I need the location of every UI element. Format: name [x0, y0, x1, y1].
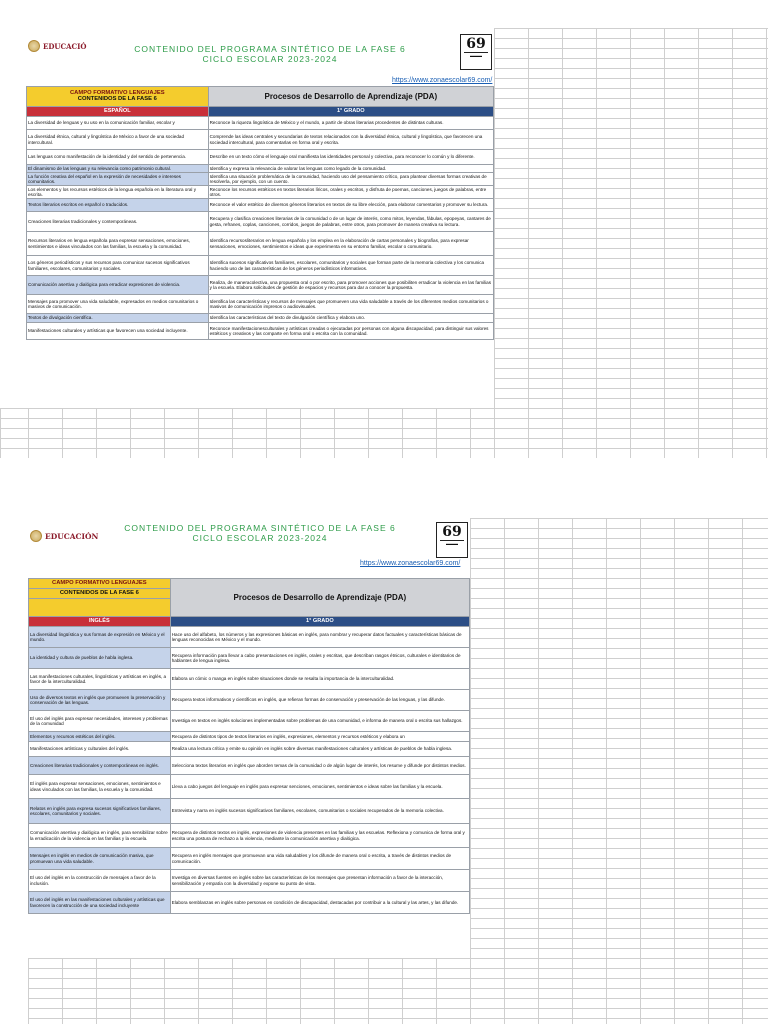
pda-cell[interactable]: Recupera y clasifica creaciones literarias de la comunidad o de un lugar de interés, como mitos, leyendas, fábulas, epopeyas, cantares de gesta, refranes, coplas, canciones, corridos, juegos de palabras, entre otros, para promover de manera creativa su lectura. — [208, 212, 493, 232]
contenido-cell[interactable]: El uso del inglés en las manifestaciones culturales y artísticas que favorecen la construcción de una sociedad incluyente — [29, 892, 171, 914]
contenido-cell[interactable]: Las manifestaciones culturales, lingüísticas y artísticas en inglés, a favor de la interculturalidad. — [29, 669, 171, 690]
pda-cell[interactable]: Identifica sucesos significativos familiares, escolares, comunitarios y sociales que forman parte de la memoria colectiva y los comunica haciendo uso de las características de los géneros periodísticos informativos. — [208, 256, 493, 276]
contenido-cell[interactable]: Textos de divulgación científica. — [27, 314, 209, 323]
website-link[interactable]: https://www.zonaescolar69.com/ — [360, 560, 461, 567]
table-row — [27, 276, 494, 295]
campo-header: CAMPO FORMATIVO LENGUAJES CONTENIDOS DE LA FASE 6 — [27, 87, 209, 107]
contenidos-table — [28, 578, 470, 914]
contenido-cell[interactable]: Comunicación asertiva y dialógica en inglés, para sensibilizar sobre la erradicación de la violencia en las familias y la escuela. — [29, 824, 171, 848]
pda-cell[interactable]: Identifica recursosliterarios en lengua española y los emplea en la elaboración de cartas personales y biografías, para expresar sensaciones, emociones, sentimientos e ideas que experimenta en su entorno familiar, escolar o comunitario. — [208, 232, 493, 256]
table-row — [29, 690, 470, 711]
table-row — [27, 130, 494, 150]
pda-cell[interactable]: Recupera en inglés mensajes que promuevan una vida saludables y los difunde de manera oral o escrita, a través de distintos medios de comunicación. — [170, 848, 469, 870]
seal-icon — [30, 530, 42, 542]
contenidos-table — [26, 86, 494, 340]
educacion-logo: EDUCACIÓ — [28, 40, 86, 52]
page-title — [130, 44, 410, 64]
pda-cell[interactable]: Identifica una situación problemática de la comunidad, haciendo uso del pensamiento crítico, para plantear diversas formas creativas de resolverla, por ejemplo, con un cuento. — [208, 173, 493, 186]
contenido-cell[interactable]: El uso del inglés para expresar necesidades, intereses y problemas de la comunidad — [29, 711, 171, 732]
contenido-cell[interactable]: La diversidad de lenguas y su uso en la comunicación familiar, escolar y — [27, 117, 209, 130]
contenido-cell[interactable]: Creaciones literarias tradicionales y contemporáneas. — [27, 212, 209, 232]
spreadsheet-grid — [28, 408, 494, 458]
educacion-logo: EDUCACIÓN — [30, 530, 98, 542]
table-row — [29, 627, 470, 648]
pda-cell[interactable]: Identifica las características y recursos de mensajes que promueven una vida saludable a través de los diferentes medios comunitarios o masivos de comunicación impresos o audiovisuales. — [208, 295, 493, 314]
table-row — [29, 669, 470, 690]
contenido-cell[interactable]: La identidad y cultura de pueblos de habla inglesa. — [29, 648, 171, 669]
contenido-cell[interactable]: Manifestaciones artísticas y culturales del inglés. — [29, 742, 171, 757]
contenido-cell[interactable]: Uso de diversos textos en inglés que promueven la preservación y conservación de las lenguas. — [29, 690, 171, 711]
contenido-cell[interactable]: El inglés para expresar sensaciones, emociones, sentimientos e ideas vinculados con las familias, la escuela y la comunidad. — [29, 775, 171, 799]
table-row — [27, 212, 494, 232]
table-row — [27, 173, 494, 186]
table-row — [27, 314, 494, 323]
spreadsheet-grid — [28, 958, 470, 1024]
badge-icon: ▬▬▬ — [446, 541, 458, 546]
pda-cell[interactable]: Selecciona textos literarios en inglés que aborden temas de la comunidad o de algún lugar de interés, los resume y difunde por distintos medios. — [170, 757, 469, 775]
pda-cell[interactable]: Elabora semblanzas en inglés sobre personas en condición de discapacidad, destacadas por contribuir a la cultural y las artes, y las difunde. — [170, 892, 469, 914]
page-title — [120, 523, 400, 543]
zona-69-badge: 69 ▬▬▬ — [460, 34, 492, 70]
table-row — [29, 775, 470, 799]
contenido-cell[interactable]: Creaciones literarias tradicionales y contemporáneas en inglés. — [29, 757, 171, 775]
title-line-2: CICLO ESCOLAR 2023-2024 — [192, 533, 328, 543]
contenido-cell[interactable]: La diversidad étnica, cultural y lingüística de México a favor de una sociedad intercultural. — [27, 130, 209, 150]
pda-cell[interactable]: Comprende las ideas centrales y secundarias de textos relacionados con la diversidad étnica, cultural y lingüística, que favorecen una sociedad intercultural, para comentarlas en forma oral y escrita. — [208, 130, 493, 150]
badge-icon: ▬▬▬ — [470, 53, 482, 58]
table-row — [29, 824, 470, 848]
seal-icon — [28, 40, 40, 52]
pda-cell[interactable]: Reconoce la riqueza lingüística de México y el mundo, a partir de obras literarias procedentes de distintas culturas. — [208, 117, 493, 130]
table-row — [29, 848, 470, 870]
sheet-espanol — [0, 28, 768, 458]
pda-cell[interactable]: Reconoce el valor estético de diversos géneros literarios en textos de su libre elección, para elaborar comentarios y promover su lectura. — [208, 199, 493, 212]
table-row — [29, 757, 470, 775]
spreadsheet-grid — [470, 518, 768, 1024]
table-row — [27, 323, 494, 340]
pda-cell[interactable]: Entrevista y narra en inglés sucesos significativos familiares, escolares, comunitarios o sociales recuperados de la memoria colectiva. — [170, 799, 469, 824]
table-row — [29, 711, 470, 732]
contenido-cell[interactable]: Mensajes en inglés en medios de comunicación masiva, que promuevan una vida saludable. — [29, 848, 171, 870]
pda-cell[interactable]: Elabora un cómic o manga en inglés sobre situaciones donde se resalta la importancia de la interculturalidad. — [170, 669, 469, 690]
pda-cell[interactable]: Investiga en textos en inglés soluciones implementadas sobre problemas de una comunidad, e informa de manera oral o escrita sus hallazgos. — [170, 711, 469, 732]
contenido-cell[interactable]: Textos literarios escritos en español o traducidos. — [27, 199, 209, 212]
contenido-cell[interactable]: El dinamismo de las lenguas y su relevancia como patrimonio cultural. — [27, 165, 209, 173]
pda-cell[interactable]: Lleva a cabo juegos del lenguaje en inglés para expresar senciones, emociones, sentimientos e ideas sobre las familias y la escuela. — [170, 775, 469, 799]
sheet-ingles — [0, 518, 768, 1024]
pda-cell[interactable]: Describe en un texto cómo el lenguaje oral manifiesta las identidades personal y colectiva, para reconocer lo común y lo diferente. — [208, 150, 493, 165]
table-row — [27, 232, 494, 256]
grado-header: 1° GRADO — [170, 617, 469, 627]
pda-cell[interactable]: Hace uso del alfabeto, los números y las expresiones básicas en inglés, para nombrar y recuperar datos factuales y características básicas de lenguas reconocidas en México y el mundo. — [170, 627, 469, 648]
pda-cell[interactable]: Realiza una lectura crítica y emite su opinión en inglés sobre diversas manifestaciones culturales y artísticas de pueblos de habla inglesa. — [170, 742, 469, 757]
website-link[interactable]: https://www.zonaescolar69.com/ — [392, 77, 493, 84]
table-row — [27, 150, 494, 165]
zona-69-badge: 69 ▬▬▬ — [436, 522, 468, 558]
table-row — [27, 165, 494, 173]
pda-cell[interactable]: Identifica y expresa la relevancia de valorar las lenguas como legado de la comunidad. — [208, 165, 493, 173]
grado-header: 1° GRADO — [208, 107, 493, 117]
area-header: ESPAÑOL — [27, 107, 209, 117]
table-row — [27, 256, 494, 276]
pda-cell[interactable]: Recupera información para llevar a cabo presentaciones en inglés, orales y escritas, que describan rasgos étnicos, culturales e identitarios de hablantes de lengua inglesa. — [170, 648, 469, 669]
table-row — [27, 199, 494, 212]
pda-cell[interactable]: Identifica las características del texto de divulgación científica y elabora uno. — [208, 314, 493, 323]
contenido-cell[interactable]: Elementos y recursos estéticos del inglés. — [29, 732, 171, 742]
contenido-cell[interactable]: La diversidad lingüística y sus formas de expresión en México y el mundo. — [29, 627, 171, 648]
contenido-cell[interactable]: Mensajes para promover una vida saludable, expresados en medios comunitarios o masivos de comunicación. — [27, 295, 209, 314]
title-line-1: CONTENIDO DEL PROGRAMA SINTÉTICO DE LA FASE 6 — [124, 523, 396, 533]
table-row — [29, 742, 470, 757]
contenido-cell[interactable]: La función creativa del español en la expresión de necesidades e intereses comunitarios. — [27, 173, 209, 186]
spreadsheet-grid — [0, 408, 28, 458]
pda-cell[interactable]: Recupera textos informativos y científicos en inglés, que refieran formas de conservación y preservación de las lenguas, y las difunde. — [170, 690, 469, 711]
contenido-cell[interactable]: Comunicación asertiva y dialógica para erradicar expresiones de violencia. — [27, 276, 209, 295]
table-row — [29, 648, 470, 669]
table-row — [27, 186, 494, 199]
campo-header: CAMPO FORMATIVO LENGUAJES — [29, 579, 171, 589]
contenido-cell[interactable]: Los géneros periodísticos y sus recursos para comunicar sucesos significativos familiares, escolares, comunitarios y sociales. — [27, 256, 209, 276]
table-row — [29, 799, 470, 824]
table-row — [27, 295, 494, 314]
pda-cell[interactable]: Recupera de distintos tipos de textos literarios en inglés, expresiones, elementos y recursos estéticos y elabora un — [170, 732, 469, 742]
contenido-cell[interactable]: Las lenguas como manifestación de la identidad y del sentido de pertenencia. — [27, 150, 209, 165]
pda-cell[interactable]: Reconoce los recursos estéticos en textos literarios líricos, orales y escritos, y disfruta de poemas, canciones, juegos de palabras, entre otros. — [208, 186, 493, 199]
pda-cell[interactable]: Recupera de distintos textos en inglés, expresiones de violencia presentes en las familias y las escuelas. Reflexiona y comunica de forma oral y escrita una postura de rechazo a la violencia, mediante la comunicación asertiva y dialógica. — [170, 824, 469, 848]
pda-cell[interactable]: Investiga en diversas fuentes en inglés sobre las características de los mensajes que presentan información a favor de la interacción, sensibilización y empatía con la diversidad y expone su punto de vista. — [170, 870, 469, 892]
contenido-cell[interactable]: El uso del inglés en la construcción de mensajes a favor de la inclusión. — [29, 870, 171, 892]
table-row — [27, 117, 494, 130]
contenido-cell[interactable]: Los elementos y los recursos estéticos de la lengua española en la literatura oral y escrita. — [27, 186, 209, 199]
table-row — [29, 732, 470, 742]
contenido-cell[interactable]: Recursos literarios en lengua española para expresar sensaciones, emociones, sentimientos e ideas vinculados con las familias, la escuela y la comunidad. — [27, 232, 209, 256]
pda-cell[interactable]: Reconoce manifestacionesculturales y artísticas creadas o ejecutadas por personas con alguna discapacidad, para distinguir sus valores estéticos y creativos y las comparte en forma oral o escrita con la comunidad. — [208, 323, 493, 340]
contenidos-header: CONTENIDOS DE LA FASE 6 — [29, 589, 171, 599]
contenido-cell[interactable]: Manifestaciones culturales y artísticas que favorecen una sociedad incluyente. — [27, 323, 209, 340]
pda-header: Procesos de Desarrollo de Aprendizaje (PDA) — [170, 579, 469, 617]
area-header: INGLÉS — [29, 617, 171, 627]
title-line-1: CONTENIDO DEL PROGRAMA SINTÉTICO DE LA FASE 6 — [134, 44, 406, 54]
pda-header: Procesos de Desarrollo de Aprendizaje (PDA) — [208, 87, 493, 107]
campo-spacer — [29, 599, 171, 617]
table-row — [29, 892, 470, 914]
title-line-2: CICLO ESCOLAR 2023-2024 — [202, 54, 338, 64]
spreadsheet-grid — [494, 28, 768, 458]
table-row — [29, 870, 470, 892]
contenido-cell[interactable]: Relatos en inglés para expresa sucesos significativos familiares, escolares, comunitarios y sociales. — [29, 799, 171, 824]
pda-cell[interactable]: Realiza, de maneracolectiva, una propuesta oral o por escrito, para promover acciones que posibiliten erradicar la violencia en las familias y la escuela. Elabora solicitudes de gestión de espacios y recursos para dar a conocer la propuesta. — [208, 276, 493, 295]
